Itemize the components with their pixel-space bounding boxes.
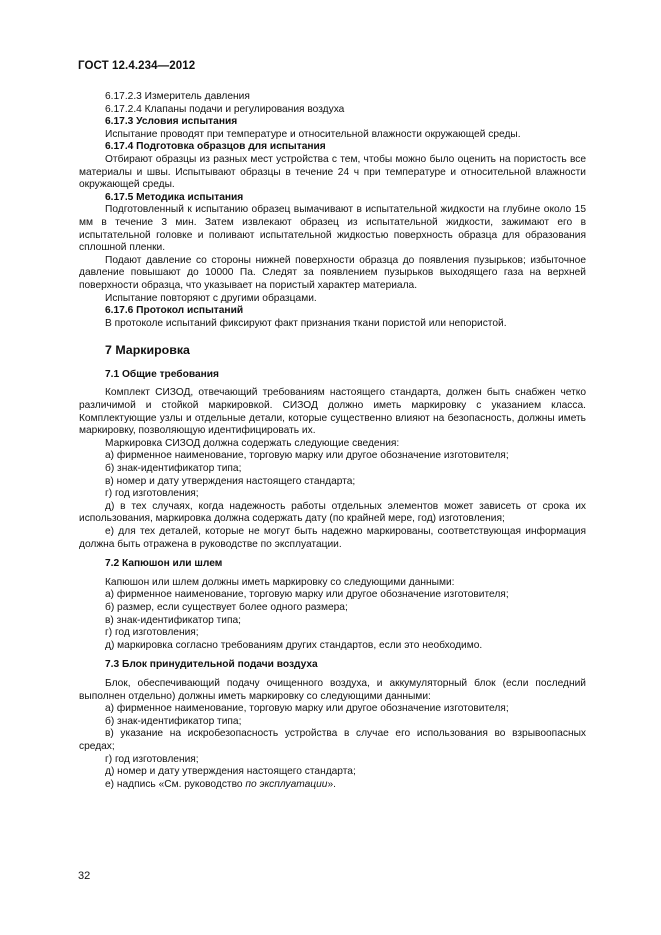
clause-7-2-heading: 7.2 Капюшон или шлем (105, 558, 223, 570)
list-item: г) год изготовления; (105, 488, 199, 500)
clause-6-17-3-text: Испытание проводят при температуре и относительной влажности окружающей среды. (105, 128, 521, 140)
document-body (79, 91, 586, 791)
list-item-suffix: ». (327, 778, 336, 790)
clause-7-1-heading: 7.1 Общие требования (105, 368, 219, 380)
clause-7-1-para: Комплект СИЗОД, отвечающий требованиям настоящего стандарта, должен быть снабжен четко различимой и стойкой маркировкой. СИЗОД должно иметь маркировку с указанием класса. Комплектующие узлы и отдельные детали, которые существенно влияют на безопасность, должны иметь маркировку, позволяющую идентифицировать их. (79, 387, 586, 437)
clause-6-17-6-text: В протоколе испытаний фиксируют факт признания ткани пористой или непористой. (105, 317, 507, 329)
list-item-italic: по эксплуатации (245, 778, 328, 790)
section-7-heading: 7 Маркировка (105, 343, 190, 358)
list-item: д) в тех случаях, когда надежность работы отдельных элементов может зависеть от срока их использования, маркировка должна содержать дату (по крайней мере, год) изготовления; (79, 500, 586, 525)
clause-6-17-5-para: Подают давление со стороны нижней поверхности образца до появления пузырьков; избыточное давление повышают до 10000 Па. Следят за появлением пузырьков выходящего газа на верхней поверхности образца, что указывает на пористый характер материала. (79, 254, 586, 291)
list-item: г) год изготовления; (105, 753, 199, 765)
clause-6-17-3-heading: 6.17.3 Условия испытания (105, 116, 238, 128)
list-item-prefix: е) надпись «См. руководство (105, 778, 246, 790)
clause-6-17-2-4: 6.17.2.4 Клапаны подачи и регулирования воздуха (105, 103, 345, 115)
list-item (79, 779, 586, 792)
clause-6-17-5-para: Подготовленный к испытанию образец вымачивают в испытательной жидкости на глубине около 15 мм в течение 3 мин. Затем извлекают образец из испытательной жидкости, зажимают его в испытательной головке и поливают испытательной жидкостью поверхность образца для образования сплошной пленки. (79, 204, 586, 254)
list-item: а) фирменное наименование, торговую марку или другое обозначение изготовителя; (105, 703, 509, 715)
clause-7-1-para: Маркировка СИЗОД должна содержать следующие сведения: (105, 437, 400, 449)
list-item: д) маркировка согласно требованиям других стандартов, если это необходимо. (105, 639, 483, 651)
list-item: е) для тех деталей, которые не могут быть надежно маркированы, соответствующая информация должна быть отражена в руководстве по эксплуатации. (79, 526, 586, 550)
clause-7-3-para: Блок, обеспечивающий подачу очищенного воздуха, и аккумуляторный блок (если последний выполнен отдельно) должны иметь маркировку со следующими данными: (79, 677, 586, 702)
list-item: а) фирменное наименование, торговую марку или другое обозначение изготовителя; (105, 589, 509, 601)
clause-6-17-5-para: Испытание повторяют с другими образцами. (105, 292, 317, 304)
clause-6-17-6-heading: 6.17.6 Протокол испытаний (105, 305, 244, 317)
list-item: б) размер, если существует более одного размера; (105, 601, 348, 613)
list-item: в) номер и дату утверждения настоящего стандарта; (105, 475, 356, 487)
clause-6-17-4-heading: 6.17.4 Подготовка образцов для испытания (105, 141, 326, 153)
clause-6-17-5-heading: 6.17.5 Методика испытания (105, 191, 244, 203)
list-item: в) указание на искробезопасность устройства в случае его использования во взрывоопасных средах; (79, 728, 586, 752)
page-number: 32 (78, 870, 91, 882)
list-item: г) год изготовления; (105, 627, 199, 639)
clause-6-17-2-3: 6.17.2.3 Измеритель давления (105, 91, 250, 102)
list-item: в) знак-идентификатор типа; (105, 614, 242, 626)
clause-7-2-para: Капюшон или шлем должны иметь маркировку со следующими данными: (105, 576, 455, 588)
clause-7-3-heading: 7.3 Блок принудительной подачи воздуха (105, 659, 318, 671)
clause-6-17-4-text: Отбирают образцы из разных мест устройства с тем, чтобы можно было оценить на пористость все материалы и швы. Испытывают образцы в течение 24 ч при температуре и относительной влажности окружающей среды. (79, 153, 586, 191)
list-item: б) знак-идентификатор типа; (105, 715, 242, 727)
document-header: ГОСТ 12.4.234—2012 (78, 60, 196, 72)
list-item: а) фирменное наименование, торговую марку или другое обозначение изготовителя; (105, 450, 509, 462)
list-item: д) номер и дату утверждения настоящего стандарта; (105, 766, 356, 778)
list-item: б) знак-идентификатор типа; (105, 463, 242, 475)
